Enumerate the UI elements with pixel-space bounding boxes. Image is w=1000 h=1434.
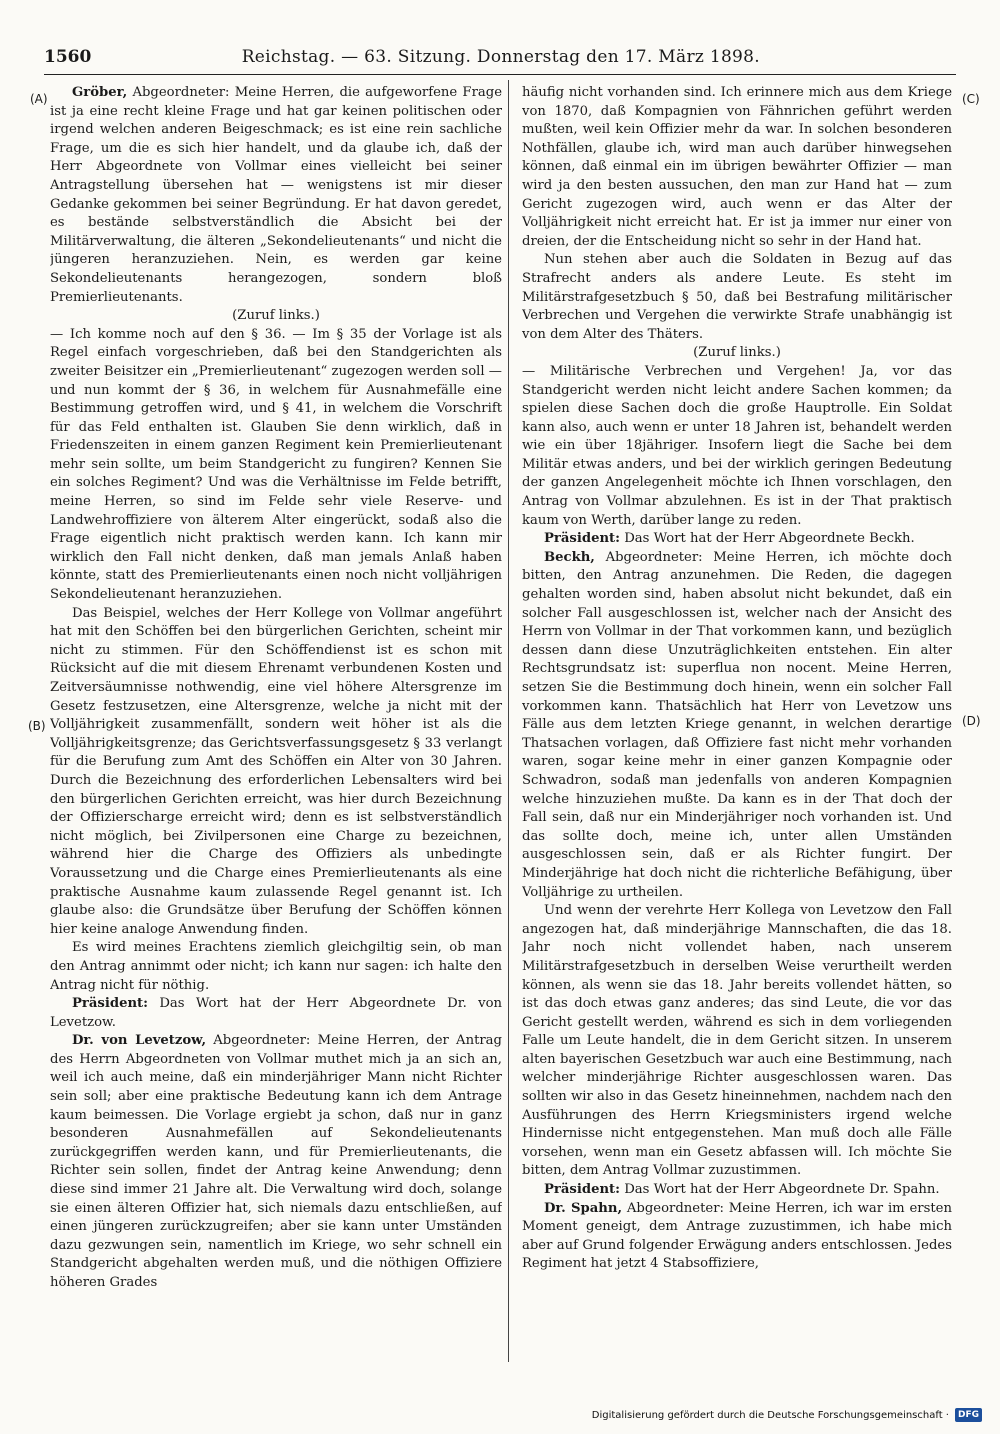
speaker-name: Beckh, (544, 549, 595, 565)
paragraph-text: Das Wort hat der Herr Abgeordnete Dr. Spahn. (620, 1182, 940, 1198)
paragraph (50, 1032, 502, 1292)
running-title: Reichstag. — 63. Sitzung. Donnerstag den 17. März 1898. (241, 47, 760, 67)
paragraph-text: — Militärische Verbrechen und Vergehen! Ja, vor das Standgericht werden nicht leicht andere Sachen kommen; da spielen diese Sachen doch die große Hauptrolle. Ein Soldat kann also, auch wenn er unter 18 Jahren ist, behandelt werden wie ein über 18jähriger. Insofern liegt die Sache bei dem Militär etwas anders, und bei der wirklich geringen Bedeutung der ganzen Angelegenheit möchte ich Ihnen vorschlagen, den Antrag von Vollmar abzulehnen. Es ist in der That praktisch kaum von Werth, darüber lange zu reden. (522, 363, 952, 528)
speaker-name: Dr. von Levetzow, (72, 1033, 207, 1049)
paragraph (50, 995, 502, 1032)
paragraph-text: (Zuruf links.) (693, 345, 781, 361)
credit-text: Digitalisierung gefördert durch die Deutsche Forschungsgemeinschaft · (591, 1409, 949, 1421)
paragraph-text: Abgeordneter: Meine Herren, der Antrag des Herrn Abgeordneten von Vollmar muthet mich ja an sich an, weil ich auch meine, daß ein minderjähriger Mann nicht Richter sein soll; aber eine praktische Bedeutung kann ich dem Antrage kaum beimessen. Die Vorlage ergiebt ja schon, daß nur in ganz besonderen Ausnahmefällen auf Sekondelieutenants zurückgegriffen werden kann, und für Premierlieutenants, die Richter sein sollen, findet der Antrag keine Anwendung; denn diese sind immer 21 Jahre alt. Die Verwaltung wird doch, solange sie einen älteren Offizier hat, sich niemals dazu entschließen, auf einen jüngeren zurückzugreifen; aber sie kann unter Umständen dazu gezwungen sein, namentlich im Kriege, wo sehr schnell ein Standgericht abgehalten werden muß, und die nöthigen Offiziere höheren Grades (50, 1033, 502, 1290)
dfg-logo: DFG (955, 1408, 982, 1422)
paragraph-text: Abgeordneter: Meine Herren, ich möchte doch bitten, den Antrag anzunehmen. Die Reden, die dagegen gehalten worden sind, haben absolut nicht bekundet, daß ein solcher Fall ausgeschlossen ist, welcher nach der Ansicht des Herrn von Vollmar in der That vorkommen kann, und bezüglich dessen dann diese Unzuträglichkeiten entstehen. Ein alter Rechtsgrundsatz ist: superflua non nocent. Meine Herren, setzen Sie die Bestimmung doch hinein, wenn ein solcher Fall vorkommen kann. Thatsächlich hat Herr von Levetzow uns Fälle aus dem letzten Kriege genannt, in welchen derartige Thatsachen vorlagen, daß Offiziere fast nicht mehr vorhanden waren, sogar keine mehr in einer ganzen Kompagnie oder Schwadron, sodaß man jedenfalls von anderen Kompagnien welche hinzuziehen mußte. Da kann es in der That doch der Fall sein, daß nur ein Minderjähriger noch vorhanden ist. Und das sollte doch, meine ich, unter allen Umständen ausgeschlossen sein, daß er als Richter fungirt. Der Minderjährige hat doch nicht die richterliche Befähigung, über Volljährige zu urtheilen. (522, 549, 952, 900)
speaker-name: Gröber, (72, 85, 128, 100)
paragraph-text: Nun stehen aber auch die Soldaten in Bezug auf das Strafrecht anders als andere Leute. Es steht im Militärstrafgesetzbuch § 50, daß bei Bestrafung militärischer Verbrechen und Vergehen die verwirkte Strafe unabhängig ist von dem Alter des Thäters. (522, 252, 952, 342)
paragraph (522, 1181, 952, 1200)
paragraph (50, 326, 502, 605)
paragraph-text: Abgeordneter: Meine Herren, die aufgeworfene Frage ist ja eine recht kleine Frage und hat gar keinen politischen oder irgend welchen anderen Beigeschmack; es ist eine rein sachliche Frage, um die es sich hier handelt, und da glaube ich, daß der Herr Abgeordnete von Vollmar eines vielleicht bei seiner Antragstellung übersehen hat — wenigstens ist mir dieser Gedanke gekommen bei seiner Begründung. Er hat davon geredet, es bestände selbstverständlich die Absicht bei der Militärverwaltung, die älteren „Sekondelieutenants“ und nicht die jüngeren heranzuziehen. Nein, es werden gar keine Sekondelieutenants herangezogen, sondern bloß Premierlieutenants. (50, 85, 502, 305)
margin-marker-b: (B) (28, 719, 46, 733)
paragraph (522, 84, 952, 251)
paragraph-text: — Ich komme noch auf den § 36. — Im § 35 der Vorlage ist als Regel einfach vorgeschrieben, daß bei den Standgerichten als zweiter Beisitzer ein „Premierlieutenant“ zugezogen werden soll — und nun kommt der § 36, in welchem für Ausnahmefälle eine Bestimmung getroffen wird, und § 41, in welchem die Vorschrift für das Feld enthalten ist. Glauben Sie denn wirklich, daß in Friedenszeiten in einem ganzen Regiment kein Premierlieutenant mehr sein sollte, um beim Standgericht zu fungiren? Kennen Sie ein solches Regiment? Und was die Verhältnisse im Felde betrifft, meine Herren, so sind im Felde sehr viele Reserve- und Landwehroffiziere von älterem Alter eingerückt, sodaß also die Frage eigentlich nicht praktisch werden kann. Ich kann mir wirklich den Fall nicht denken, daß man jemals Anlaß haben könnte, statt des Premierlieutenants einen noch nicht volljährigen Sekondelieutenant heranzuziehen. (50, 326, 502, 603)
paragraph-text: Das Beispiel, welches der Herr Kollege von Vollmar angeführt hat mit den Schöffen bei den bürgerlichen Gerichten, scheint mir nicht zu stimmen. Für den Schöffendienst ist es schon mit Rücksicht auf die mit diesem Ehrenamt verbundenen Kosten und Zeitversäumnisse nothwendig, eine viel höhere Altersgrenze im Gesetz festzusetzen, eine Altersgrenze, welche ja nicht mit der Volljährigkeit zusammenfällt, sondern weit höher ist als die Volljährigkeitsgrenze; das Gerichtsverfassungsgesetz § 33 verlangt für die Berufung zum Amt des Schöffen ein Alter von 30 Jahren. Durch die Bezeichnung des erforderlichen Lebensalters wird bei den bürgerlichen Gerichten erreicht, was hier durch Bezeichnung der Offizierscharge erreicht wird; denn es ist selbstverständlich nicht möglich, bei Zivilpersonen eine Charge zu bezeichnen, während hier die Charge des Offiziers als unbedingte Voraussetzung und die Charge eines Premierlieutenants als eine praktische Ausnahme kaum zulassende Regel genannt ist. Ich glaube also: die Grundsätze über Berufung der Schöffen können hier keine analoge Anwendung finden. (50, 605, 502, 937)
paragraph (522, 363, 952, 530)
paragraph (50, 84, 502, 307)
paragraph-text: häufig nicht vorhanden sind. Ich erinnere mich aus dem Kriege von 1870, daß Kompagnien von Fähnrichen geführt werden mußten, weil kein Offizier mehr da war. In solchen besonderen Nothfällen, glaube ich, wird man auch darüber hinwegsehen können, daß einmal ein im übrigen bewährter Offizier — man wird ja den besten aussuchen, den man zur Hand hat — zum Gericht zugezogen wird, auch wenn er das Alter der Volljährigkeit nicht erreicht hat. Er ist ja immer nur einer von dreien, der die Entscheidung nicht so sehr in der Hand hat. (522, 85, 952, 249)
margin-marker-c: (C) (962, 92, 980, 106)
margin-marker-a: (A) (30, 92, 48, 106)
speaker-name: Dr. Spahn, (544, 1200, 623, 1216)
page-number: 1560 (44, 47, 92, 67)
paragraph (50, 605, 502, 940)
left-column (50, 84, 502, 1364)
paragraph (50, 939, 502, 995)
speaker-name: Präsident: (544, 531, 621, 547)
paragraph-text: Das Wort hat der Herr Abgeordnete Dr. von Levetzow. (50, 996, 502, 1030)
paragraph-text: (Zuruf links.) (232, 308, 320, 324)
paragraph (522, 251, 952, 344)
paragraph-text: Es wird meines Erachtens ziemlich gleichgiltig sein, ob man den Antrag annimmt oder nicht; ich kann nur sagen: ich halte den Antrag nicht für nöthig. (50, 940, 502, 993)
page-header (44, 40, 956, 74)
paragraph (522, 344, 952, 363)
paragraph (522, 1200, 952, 1274)
paragraph (522, 549, 952, 902)
header-rule (44, 74, 956, 75)
margin-marker-d: (D) (962, 714, 981, 728)
column-divider (508, 80, 509, 1362)
paragraph-text: Und wenn der verehrte Herr Kollega von Levetzow den Fall angezogen hat, daß minderjährige Mannschaften, die das 18. Jahr noch nicht vollendet haben, nach unserem Militärstrafgesetzbuch in derselben Weise verurtheilt werden können, als wenn sie das 18. Jahr bereits vollendet hätten, so ist das doch etwas ganz anderes; das sind Leute, die vor das Gericht gestellt werden, während es sich in dem vorliegenden Falle um Leute handelt, die in dem Gericht sitzen. In unserem alten bayerischen Gesetzbuch war auch eine Bestimmung, nach welcher minderjährige Richter ausgeschlossen waren. Das sollten wir also in das Gesetz hineinnehmen, nachdem nach den Ausführungen des Herrn Kriegsministers irgend welche Hindernisse nicht entgegenstehen. Man muß doch alle Fälle vorsehen, wenn man ein Gesetz abfassen will. Ich möchte Sie bitten, dem Antrag Vollmar zuzustimmen. (522, 903, 952, 1179)
paragraph (522, 530, 952, 549)
paragraph-text: Das Wort hat der Herr Abgeordnete Beckh. (620, 531, 915, 547)
paragraph-text: Abgeordneter: Meine Herren, ich war im ersten Moment geneigt, dem Antrage zuzustimmen, ich habe mich aber auf Grund folgender Erwägung anders entschlossen. Jedes Regiment hat jetzt 4 Stabsoffiziere, (522, 1200, 952, 1272)
footer-credit (592, 1408, 982, 1422)
speaker-name: Präsident: (544, 1182, 621, 1198)
speaker-name: Präsident: (72, 996, 149, 1012)
paragraph (522, 902, 952, 1181)
right-column (522, 84, 952, 1364)
paragraph (50, 307, 502, 326)
